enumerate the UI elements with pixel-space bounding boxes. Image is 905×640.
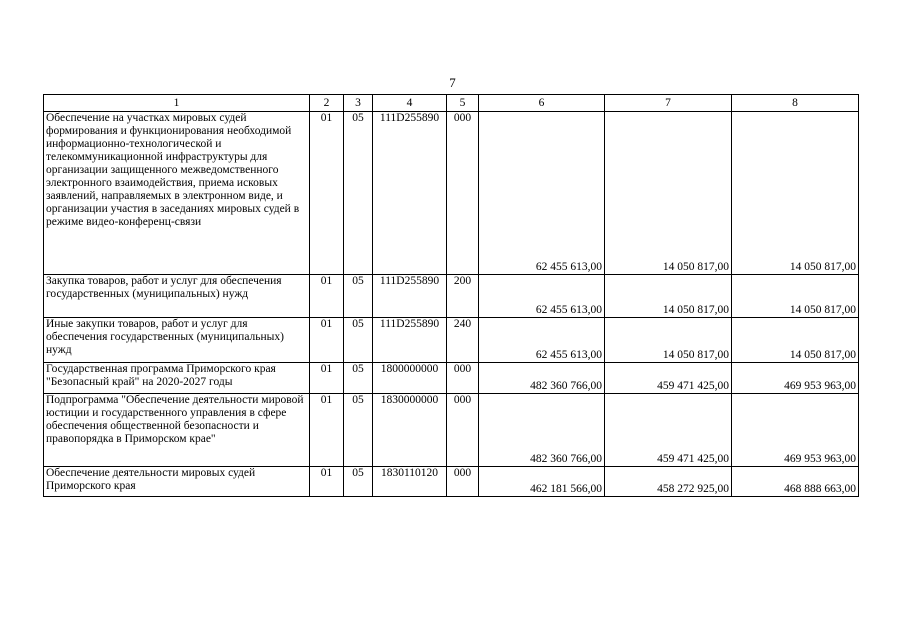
expense-type-code: 000	[447, 394, 479, 467]
target-article-code: 1800000000	[373, 363, 447, 394]
budget-table	[43, 94, 859, 497]
column-header: 8	[732, 95, 859, 112]
amount-col7: 14 050 817,00	[605, 275, 732, 318]
table-row	[44, 394, 859, 467]
row-name: Обеспечение на участках мировых судей формирования и функционирования необходимой информационно-технологической и телекоммуникационной инфраструктуры для организации защищенного межведомственного электронного взаимодействия, приема исковых заявлений, направляемых в электронном виде, и организации участия в заседаниях мировых судей в режиме видео-конференц-связи	[44, 112, 310, 275]
amount-col8: 14 050 817,00	[732, 112, 859, 275]
section-code: 01	[310, 467, 344, 497]
row-name: Государственная программа Приморского края "Безопасный край" на 2020-2027 годы	[44, 363, 310, 394]
amount-col7: 458 272 925,00	[605, 467, 732, 497]
amount-col8: 14 050 817,00	[732, 275, 859, 318]
amount-col6: 62 455 613,00	[479, 275, 605, 318]
amount-col6: 482 360 766,00	[479, 363, 605, 394]
column-header: 7	[605, 95, 732, 112]
column-header: 2	[310, 95, 344, 112]
subsection-code: 05	[344, 112, 373, 275]
target-article-code: 111D255890	[373, 318, 447, 363]
expense-type-code: 000	[447, 363, 479, 394]
table-row	[44, 112, 859, 275]
target-article-code: 1830110120	[373, 467, 447, 497]
amount-col6: 62 455 613,00	[479, 112, 605, 275]
subsection-code: 05	[344, 467, 373, 497]
page-number: 7	[449, 75, 456, 90]
amount-col8: 469 953 963,00	[732, 363, 859, 394]
row-name: Подпрограмма "Обеспечение деятельности мировой юстиции и государственного управления в сфере обеспечения общественной безопасности и правопорядка в Приморском крае"	[44, 394, 310, 467]
amount-col6: 462 181 566,00	[479, 467, 605, 497]
subsection-code: 05	[344, 363, 373, 394]
amount-col8: 468 888 663,00	[732, 467, 859, 497]
amount-col6: 62 455 613,00	[479, 318, 605, 363]
subsection-code: 05	[344, 275, 373, 318]
row-name: Закупка товаров, работ и услуг для обеспечения государственных (муниципальных) нужд	[44, 275, 310, 318]
amount-col8: 14 050 817,00	[732, 318, 859, 363]
section-code: 01	[310, 363, 344, 394]
row-name: Обеспечение деятельности мировых судей Приморского края	[44, 467, 310, 497]
column-header: 6	[479, 95, 605, 112]
column-header: 3	[344, 95, 373, 112]
table-header-row	[44, 95, 859, 112]
amount-col7: 459 471 425,00	[605, 363, 732, 394]
target-article-code: 1830000000	[373, 394, 447, 467]
column-header: 4	[373, 95, 447, 112]
table-row	[44, 467, 859, 497]
amount-col6: 482 360 766,00	[479, 394, 605, 467]
table-row	[44, 363, 859, 394]
table-row	[44, 318, 859, 363]
section-code: 01	[310, 275, 344, 318]
column-header: 5	[447, 95, 479, 112]
amount-col8: 469 953 963,00	[732, 394, 859, 467]
expense-type-code: 240	[447, 318, 479, 363]
subsection-code: 05	[344, 394, 373, 467]
expense-type-code: 200	[447, 275, 479, 318]
expense-type-code: 000	[447, 112, 479, 275]
row-name: Иные закупки товаров, работ и услуг для обеспечения государственных (муниципальных) нужд	[44, 318, 310, 363]
column-header: 1	[44, 95, 310, 112]
target-article-code: 111D255890	[373, 275, 447, 318]
subsection-code: 05	[344, 318, 373, 363]
expense-type-code: 000	[447, 467, 479, 497]
table-row	[44, 275, 859, 318]
section-code: 01	[310, 394, 344, 467]
target-article-code: 111D255890	[373, 112, 447, 275]
amount-col7: 14 050 817,00	[605, 112, 732, 275]
section-code: 01	[310, 112, 344, 275]
section-code: 01	[310, 318, 344, 363]
amount-col7: 459 471 425,00	[605, 394, 732, 467]
amount-col7: 14 050 817,00	[605, 318, 732, 363]
